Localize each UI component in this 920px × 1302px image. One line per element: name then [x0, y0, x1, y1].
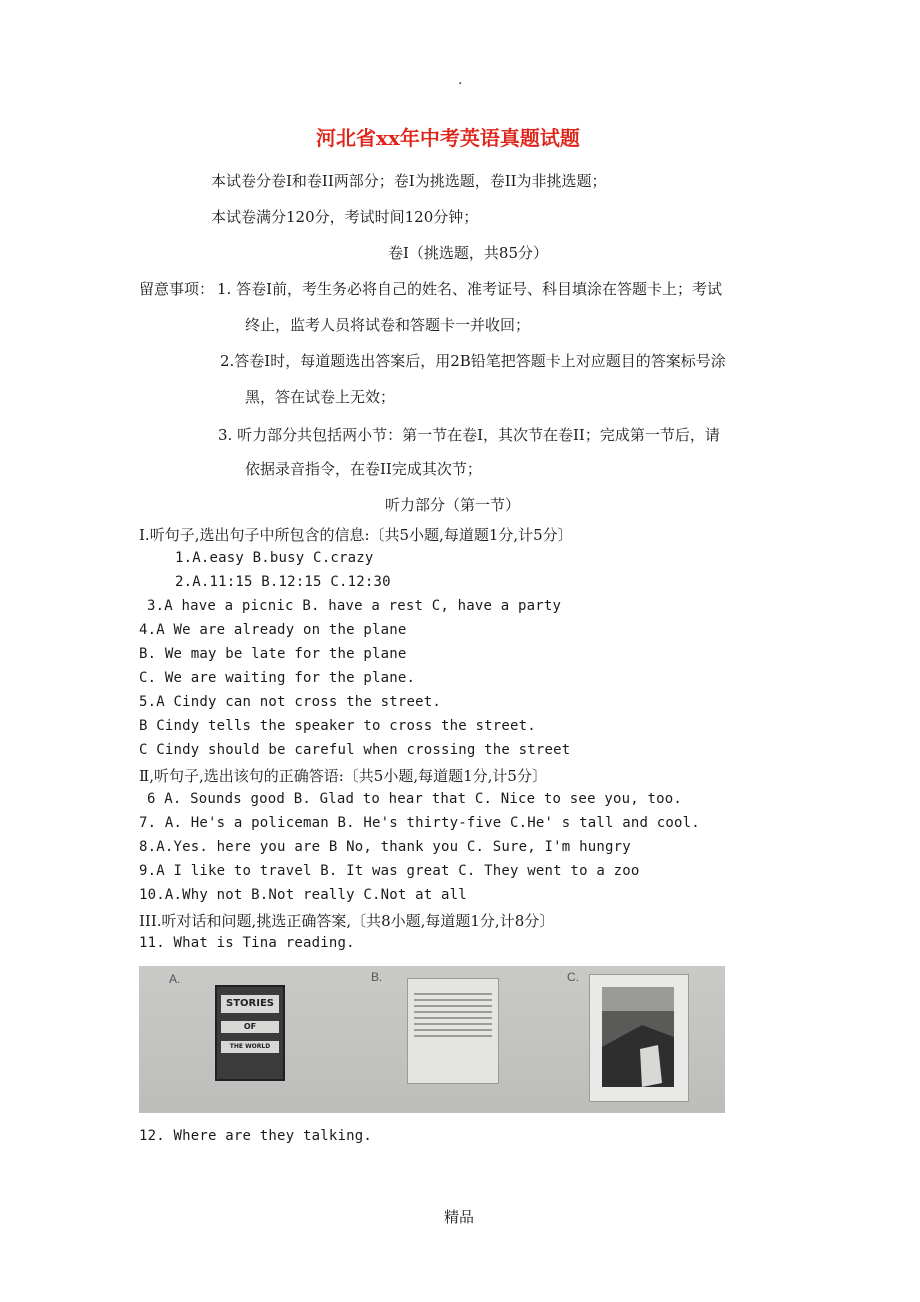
magazine-image: [589, 974, 689, 1102]
listening-title: 听力部分（第一节）: [385, 496, 521, 514]
option-a-label: A.: [169, 972, 181, 986]
q6-line: 6 A. Sounds good B. Glad to hear that C. Nice to see you, too.: [147, 791, 682, 807]
notes-label: 留意事项：: [139, 280, 215, 298]
q4-line-b: B. We may be late for the plane: [139, 646, 407, 662]
part3-heading: III.听对话和问题,挑选正确答案,〔共8小题,每道题1分,计8分〕: [139, 912, 555, 930]
note-2: 2.答卷I时，每道题选出答案后，用2B铅笔把答题卡上对应题目的答案标号涂: [220, 352, 726, 370]
header-dot: .: [458, 72, 463, 88]
q5-line-a: 5.A Cindy can not cross the street.: [139, 694, 442, 710]
magazine-photo-icon: [602, 987, 674, 1087]
q10-line: 10.A.Why not B.Not really C.Not at all: [139, 887, 467, 903]
q7-line: 7. A. He's a policeman B. He's thirty-five C.He' s tall and cool.: [139, 815, 700, 831]
note-1: 1. 答卷I前，考生务必将自己的姓名、准考证号、科目填涂在答题卡上；考试: [217, 280, 723, 298]
page-footer: 精品: [444, 1208, 475, 1226]
q9-line: 9.A I like to travel B. It was great C. They went to a zoo: [139, 863, 640, 879]
newspaper-image: [407, 978, 499, 1084]
q4-line-c: C. We are waiting for the plane.: [139, 670, 416, 686]
intro-line-1: 本试卷分卷I和卷II两部分；卷I为挑选题，卷II为非挑选题；: [211, 172, 607, 190]
q12-line: 12. Where are they talking.: [139, 1128, 372, 1144]
part2-heading: Ⅱ,听句子,选出该句的正确答语:〔共5小题,每道题1分,计5分〕: [139, 767, 547, 785]
option-b-label: B.: [371, 970, 383, 984]
note-3: 3. 听力部分共包括两小节：第一节在卷I，其次节在卷II；完成第一节后，请: [218, 426, 720, 444]
q3-line: 3.A have a picnic B. have a rest C, have a party: [147, 598, 562, 614]
q5-line-b: B Cindy tells the speaker to cross the street.: [139, 718, 536, 734]
q8-line: 8.A.Yes. here you are B No, thank you C. Sure, I'm hungry: [139, 839, 631, 855]
book-image: STORIES OF THE WORLD: [215, 985, 285, 1081]
q4-line-a: 4.A We are already on the plane: [139, 622, 407, 638]
note-1-cont: 终止，监考人员将试卷和答题卡一并收回；: [245, 316, 531, 334]
note-3-cont: 依据录音指令，在卷II完成其次节；: [245, 460, 482, 478]
part1-heading: I.听句子,选出句子中所包含的信息:〔共5小题,每道题1分,计5分〕: [139, 526, 573, 544]
note-2-cont: 黑，答在试卷上无效；: [245, 388, 396, 406]
q5-line-c: C Cindy should be careful when crossing the street: [139, 742, 571, 758]
q2-line: 2.A.11:15 B.12:15 C.12:30: [175, 574, 391, 590]
intro-line-2: 本试卷满分120分，考试时间120分钟；: [211, 208, 479, 226]
page-title: 河北省xx年中考英语真题试题: [316, 126, 580, 150]
section-title: 卷I（挑选题，共85分）: [388, 244, 549, 262]
q1-line: 1.A.easy B.busy C.crazy: [175, 550, 374, 566]
q11-line: 11. What is Tina reading.: [139, 935, 355, 951]
option-c-label: C.: [567, 970, 579, 984]
